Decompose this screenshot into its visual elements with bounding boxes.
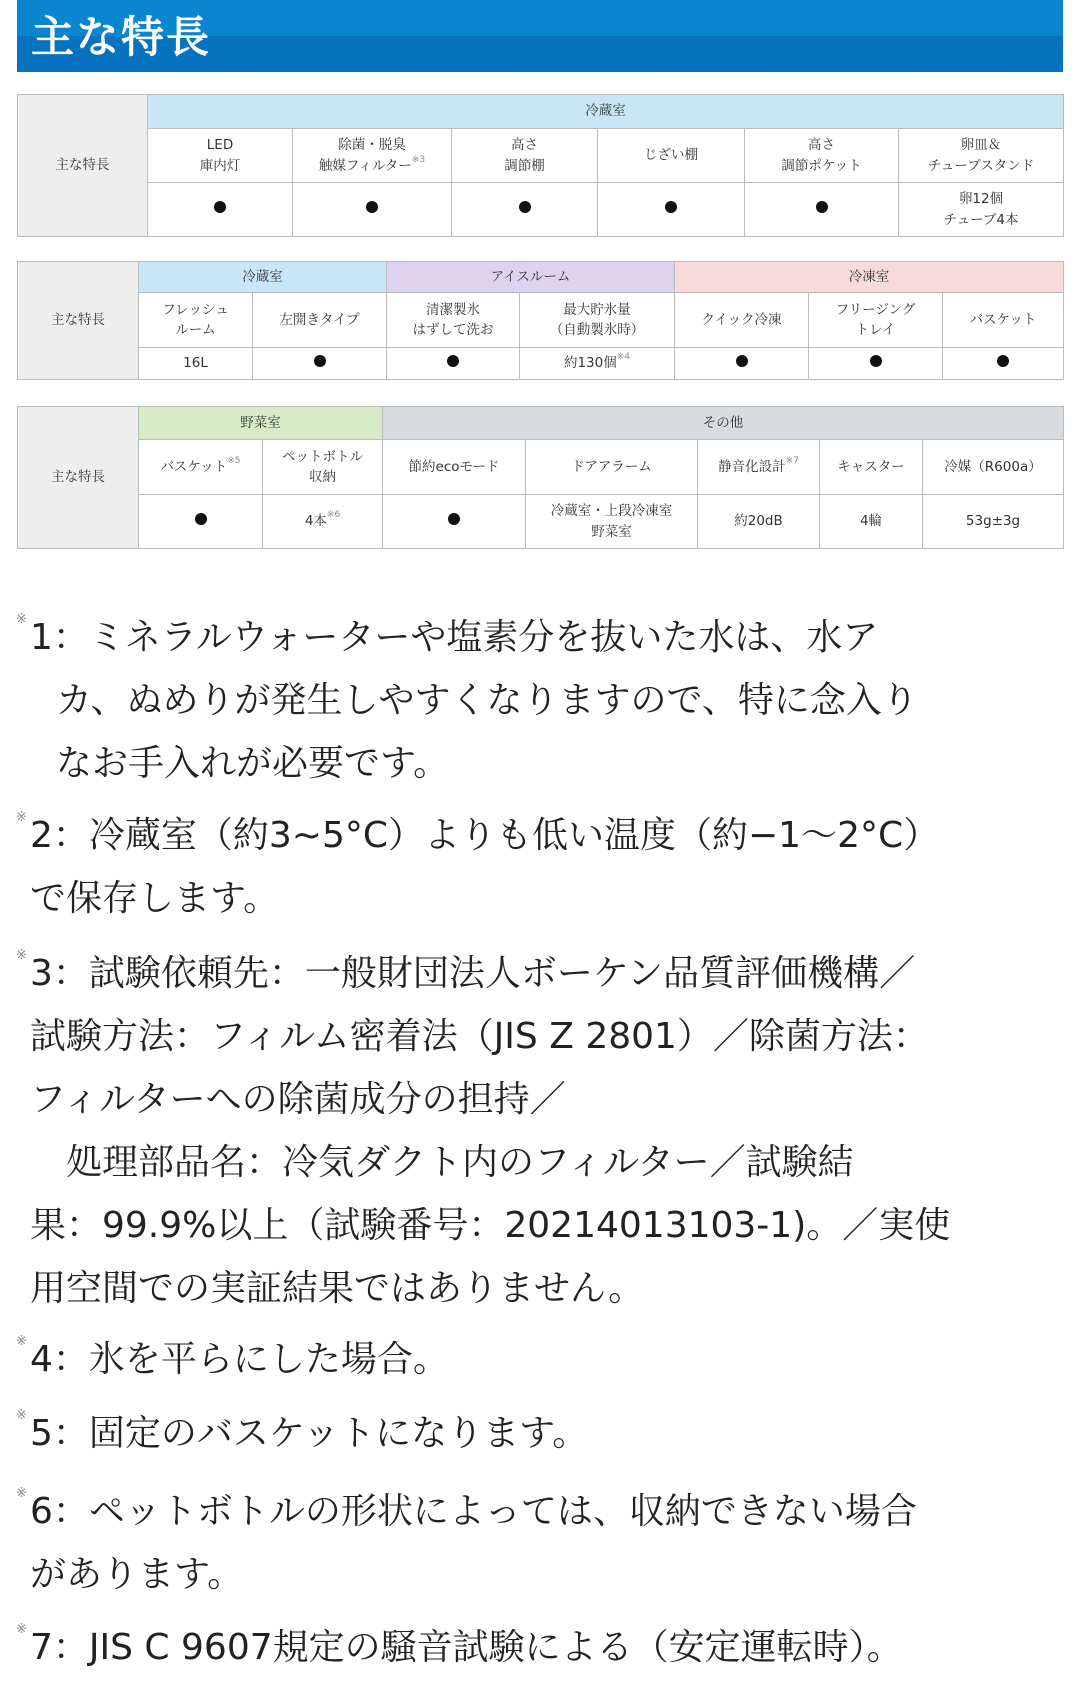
- bullet-dot-icon: [816, 201, 828, 213]
- feature-name-text: 節約ecoモード: [408, 458, 500, 475]
- feature-name: [745, 129, 899, 183]
- row-label: 主な特長: [18, 95, 148, 237]
- feature-value-text: 4輪: [859, 513, 883, 530]
- feature-value-text: 約20dB: [734, 513, 783, 530]
- feature-name-text: キャスター: [837, 458, 905, 475]
- group-header-vegetable: 野菜室: [139, 407, 383, 440]
- footnote-mark: ※: [16, 810, 27, 825]
- bullet-dot-icon: [195, 513, 207, 525]
- footnote-line: 果：99.9%以上（試験番号：20214013103-1)。／実使: [30, 1205, 951, 1246]
- footnote-5: [16, 1402, 1050, 1465]
- feature-name: [263, 440, 383, 495]
- footnote-mark: ※: [16, 948, 27, 963]
- footnote-line: 7：JIS C 9607規定の騒音試験による（安定運転時）。: [30, 1627, 903, 1668]
- row-label: 主な特長: [18, 407, 139, 549]
- feature-value: [899, 183, 1064, 237]
- group-header-fridge: 冷蔵室: [148, 95, 1064, 129]
- feature-name-text: 高さ 調節棚: [504, 137, 545, 174]
- feature-table-refrigerator: [17, 94, 1064, 237]
- feature-value-text: 4本: [304, 513, 327, 530]
- footnote-ref: ※6: [326, 510, 341, 521]
- footnote-2: [16, 804, 1050, 930]
- feature-value: [943, 348, 1064, 380]
- feature-name: [253, 293, 387, 348]
- footnote-line: 3：試験依頼先：一般財団法人ボーケン品質評価機構／: [30, 953, 916, 994]
- footnote-4: [16, 1328, 1050, 1391]
- footnote-mark: ※: [16, 1408, 27, 1423]
- footnote-line: 用空間での実証結果ではありません。: [30, 1268, 645, 1309]
- feature-name-text: 除菌・脱臭 触媒フィルター: [318, 137, 412, 174]
- feature-value: [526, 495, 698, 549]
- feature-name: [526, 440, 698, 495]
- footnote-line: 2：冷蔵室（約3~5°C）よりも低い温度（約−1～2°C）: [30, 815, 940, 856]
- feature-value-text: 約130個: [563, 355, 617, 372]
- feature-value: [263, 495, 383, 549]
- footnote-ref: ※3: [411, 154, 426, 165]
- feature-name: [383, 440, 526, 495]
- feature-value: [675, 348, 809, 380]
- feature-value: [139, 348, 253, 380]
- row-label: 主な特長: [18, 262, 139, 380]
- footnote-line: 4：氷を平らにした場合。: [30, 1339, 449, 1380]
- bullet-dot-icon: [366, 201, 378, 213]
- group-header-fridge: 冷蔵室: [139, 262, 387, 293]
- group-header-freezer: 冷凍室: [675, 262, 1064, 293]
- feature-name: [899, 129, 1064, 183]
- footnote-line: カ、ぬめりが発生しやすくなりますので、特に念入り: [56, 680, 918, 721]
- footnote-line: 6：ペットボトルの形状によっては、収納できない場合: [30, 1491, 917, 1532]
- feature-name: [809, 293, 943, 348]
- feature-name: [923, 440, 1064, 495]
- footnote-mark: ※: [16, 612, 27, 627]
- feature-name-text: 清潔製氷 はずして洗お: [412, 301, 494, 338]
- feature-value: [698, 495, 820, 549]
- footnote-mark: ※: [16, 1486, 27, 1501]
- footnote-3: [16, 942, 1050, 1320]
- feature-name: [148, 129, 293, 183]
- feature-name: [293, 129, 452, 183]
- feature-name: [387, 293, 520, 348]
- feature-name-text: ペットボトル 収納: [282, 448, 363, 485]
- feature-table-ice-freezer: [17, 261, 1064, 380]
- bullet-dot-icon: [997, 355, 1009, 367]
- feature-name: [698, 440, 820, 495]
- feature-value: [387, 348, 520, 380]
- section-header: [17, 0, 1063, 72]
- bullet-dot-icon: [447, 355, 459, 367]
- feature-value: [809, 348, 943, 380]
- footnote-mark: ※: [16, 1334, 27, 1349]
- footnote-line: 処理部品名：冷気ダクト内のフィルター／試験結: [30, 1142, 854, 1183]
- feature-name-text: じざい棚: [644, 147, 698, 164]
- feature-name-text: 静音化設計: [718, 458, 786, 475]
- feature-name: [452, 129, 598, 183]
- feature-value: [520, 348, 675, 380]
- feature-name-text: バスケット: [160, 458, 228, 475]
- bullet-dot-icon: [665, 201, 677, 213]
- feature-value: [139, 495, 263, 549]
- feature-value: [745, 183, 899, 237]
- feature-name-text: LED 庫内灯: [199, 137, 241, 174]
- footnote-line: 5：固定のバスケットになります。: [30, 1413, 589, 1454]
- feature-name-text: 最大貯氷量 （自動製氷時）: [549, 301, 645, 338]
- feature-name: [820, 440, 923, 495]
- feature-value: [820, 495, 923, 549]
- feature-value-text: 53g±3g: [965, 513, 1021, 530]
- feature-name: [139, 440, 263, 495]
- feature-name: [139, 293, 253, 348]
- feature-name-text: クイック冷凍: [701, 311, 782, 328]
- footnote-line: 1：ミネラルウォーターや塩素分を抜いた水は、水ア: [30, 617, 879, 658]
- section-title: 主な特長: [31, 13, 211, 63]
- footnote-line: なお手入れが必要です。: [56, 743, 450, 784]
- feature-value: [383, 495, 526, 549]
- footnote-line: で保存します。: [30, 878, 280, 919]
- feature-name-text: ドアアラーム: [571, 458, 652, 475]
- feature-value: [253, 348, 387, 380]
- feature-value-text: 16L: [183, 355, 208, 372]
- feature-value: [923, 495, 1064, 549]
- feature-name: [675, 293, 809, 348]
- feature-name-text: フレッシュ ルーム: [162, 301, 229, 338]
- footnote-line: フィルターへの除菌成分の担持／: [30, 1079, 566, 1120]
- footnote-ref: ※7: [785, 455, 799, 466]
- footnote-mark: ※: [16, 1622, 27, 1637]
- feature-name-text: バスケット: [969, 311, 1037, 328]
- footnote-line: 試験方法：フィルム密着法（JIS Z 2801）／除菌方法：: [30, 1016, 929, 1057]
- footnote-7: [16, 1616, 1050, 1679]
- feature-value-text: 卵12個 チューブ4本: [943, 191, 1019, 228]
- feature-value: [452, 183, 598, 237]
- bullet-dot-icon: [736, 355, 748, 367]
- bullet-dot-icon: [214, 201, 226, 213]
- feature-value: [598, 183, 745, 237]
- feature-value: [148, 183, 293, 237]
- bullet-dot-icon: [314, 355, 326, 367]
- feature-name-text: 左開きタイプ: [279, 311, 360, 328]
- footnote-ref: ※5: [227, 455, 241, 466]
- group-header-other: その他: [383, 407, 1064, 440]
- feature-name-text: 高さ 調節ポケット: [781, 137, 862, 174]
- feature-name-text: 冷媒（R600a）: [944, 458, 1042, 475]
- footnote-line: があります。: [30, 1554, 244, 1595]
- feature-table-vegetable-other: [17, 406, 1064, 549]
- footnote-6: [16, 1480, 1050, 1606]
- feature-name: [943, 293, 1064, 348]
- feature-name-text: 卵皿＆ チューブスタンド: [927, 137, 1035, 174]
- bullet-dot-icon: [870, 355, 882, 367]
- group-header-ice-room: アイスルーム: [387, 262, 675, 293]
- feature-value: [293, 183, 452, 237]
- bullet-dot-icon: [448, 513, 460, 525]
- footnote-1: [16, 606, 1050, 795]
- feature-name-text: フリージング トレイ: [835, 301, 916, 338]
- feature-value-text: 冷蔵室・上段冷凍室 野菜室: [550, 503, 673, 540]
- footnote-ref: ※4: [616, 352, 631, 363]
- bullet-dot-icon: [519, 201, 531, 213]
- feature-name: [598, 129, 745, 183]
- feature-name: [520, 293, 675, 348]
